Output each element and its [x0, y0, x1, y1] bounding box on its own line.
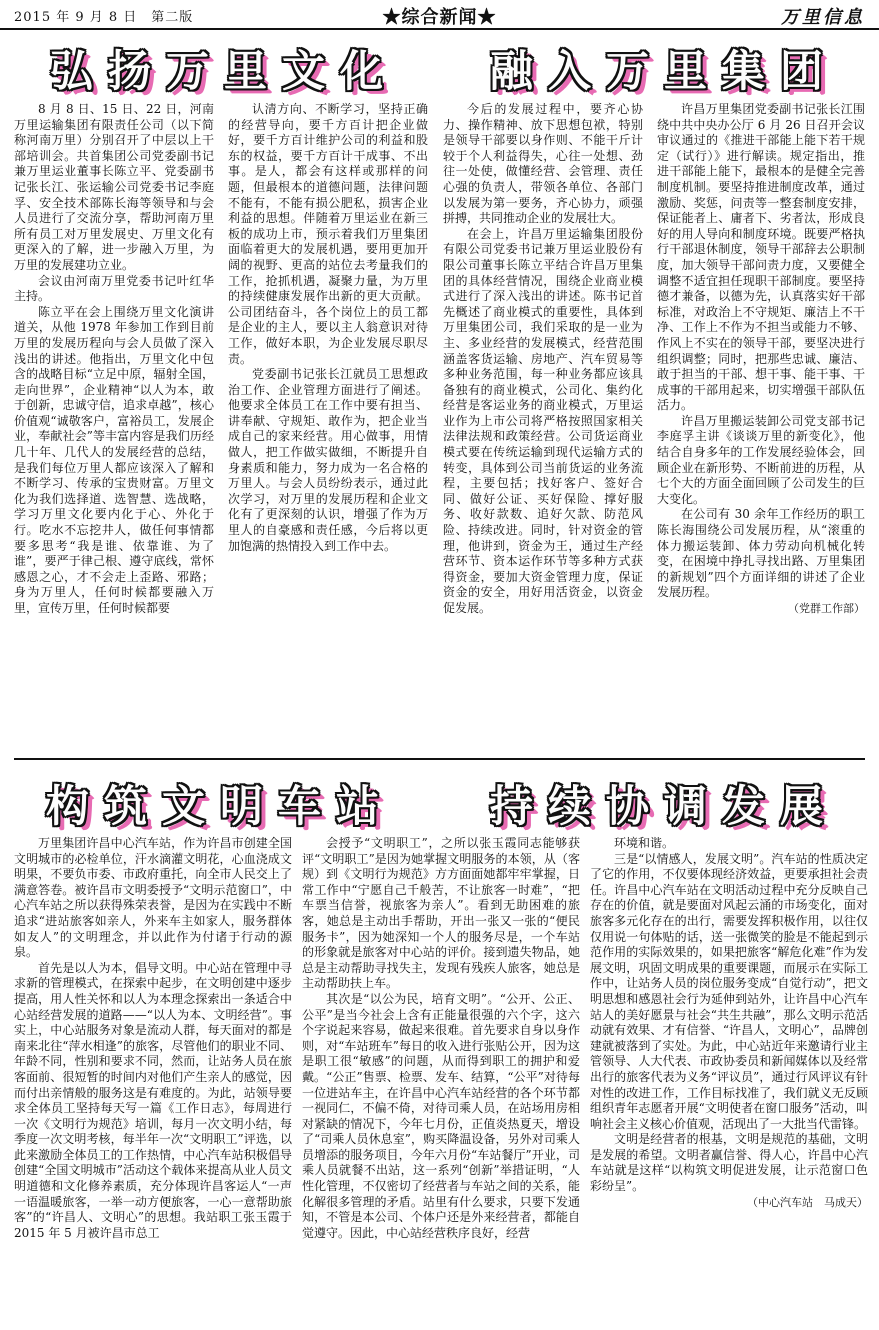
- top-article-column-1: [14, 102, 214, 752]
- bottom-article-column-3: [590, 836, 868, 1326]
- paragraph: 首先是以人为本，倡导文明。中心站在管理中寻求新的管理模式，在探索中起步，在文明创建中逐步提高，用人性关怀和以人为本理念探索出一条适合中心站经营发展的道路——“以人为本、文明经营”。事实上，中心站服务对象是流动人群，每天面对的都是南来北往“萍水相逢”的旅客，尽管他们的职业不同、年龄不同，性别和要求不同，然而，让站务人员在旅客面前、很短暂的时间内对他们产生亲人的感觉，因而付出亲情般的服务这是有难度的。为此，站领导要求全体员工坚持每天写一篇《工作日志》，每周进行一次《文明行为规范》培训，每月一次文明小结，每季度一次文明考核，每半年一次“文明职工”评选，以此来激励全体员工的工作热情，中心汽车站积极倡导创建“全国文明城市”活动这个载体来提高从业人员文明道德和文化修养素质，充分体现许昌客运人“一声一语温暖旅客，一举一动方便旅客，一心一意帮助旅客”的“许昌人、文明心”的思想。我站职工张玉霞于 2015 年 5 月被许昌市总工: [14, 960, 292, 1240]
- paragraph: 会议由河南万里党委书记叶红华主持。: [14, 273, 214, 304]
- paragraph: 文明是经营者的根基，文明是规范的基础，文明是发展的希望。文明者赢信誉、得人心，许昌中心汽车站就是这样“以构筑文明促进发展，让示范窗口色彩纷呈”。: [590, 1132, 868, 1194]
- paragraph: 党委副书记张长江就员工思想政治工作、企业管理方面进行了阐述。他要求全体员工在工作中要有担当、讲奉献、守规矩、敢作为，把企业当成自己的家来经营。用心做事，用情做人，把工作做实做细，不断提升自身素质和能力，努力成为一名合格的万里人。与会人员纷纷表示，通过此次学习，对万里的发展历程和企业文化有了更深刻的认识，增强了作为万里人的自豪感和责任感，今后将以更加饱满的热情投入到工作中去。: [228, 367, 428, 553]
- paragraph: 环境和谐。: [614, 836, 675, 850]
- masthead: [0, 0, 879, 30]
- top-headline-right: 融入万里集团: [490, 47, 838, 97]
- paragraph: 许昌万里集团党委副书记张长江围绕中共中央办公厅 6 月 26 日召开会议审议通过的《推进干部能上能下若干规定（试行）》进行解读。规定指出，推进干部能上能下，最根本的是健全完善制度机制。要坚持推进制度改革，通过激励、奖惩，问责等一整套制度安排，保证能者上、庸者下、劣者汰，形成良好的用人导向和制度环境。既要严格执行干部退休制度，领导干部辞去公职制度，加大领导干部问责力度，又要健全调整不适宜担任现职干部制度。要坚持德才兼备，以德为先，认真落实好干部标准，对政治上不守规矩、廉洁上不干净、工作上不作为不担当或能力不够、作风上不实在的领导干部，要坚决进行组织调整；同时，把那些忠诚、廉洁、敢于担当的干部、想干事、能干事、干成事的干部用起来，切实增强干部队伍活力。: [657, 102, 865, 413]
- bottom-article-column-1: [14, 836, 292, 1326]
- paragraph: 8 月 8 日、15 日、22 日，河南万里运输集团有限责任公司（以下简称河南万里）分别召开了中层以上干部培训会。共首集团公司党委副书记兼万里运业董事长陈立平、党委副书记张长江、张运输公司党委书记李庭孚、安全技术部陈长海等领导和与会人员进行了交流分享，帮助河南万里所有员工对万里发展史、万里文化有更深入的了解，进一步融入万里，为万里的发展建功立业。: [14, 102, 214, 272]
- issue-date-edition: 2015 年 9 月 8 日 第二版: [14, 10, 194, 25]
- paragraph: 陈立平在会上围绕万里文化演讲道关，从他 1978 年参加工作到目前万里的发展历程向与会人员做了深入浅出的讲述。他指出，万里文化中包含的战略目标“立足中原，辐射全国，走向世界”，企业精神“以人为本，敢于创新，忠诚守信，追求卓越”，核心价值观“诚敬客户，富裕员工，发展企业，奉献社会”等丰富内容是我们历经几十年、几代人的发展经营的总结，是我们每位万里人都应该深入了解和不断学习、传承的宝贵财富。万里文化为我们选择道、选智慧、选战略，学习万里文化要内化于心、外化于行。吃水不忘挖井人，做任何事情都要多思考“我是谁、依靠谁、为了谁”，要严于律己根、遵守底线，常怀感恩之心，才不会走上歪路、邪路；身为万里人，任何时候都要融入万里，宣传万里，任何时候都要: [14, 304, 214, 615]
- paragraph: 三是“以情感人，发展文明”。汽车站的性质决定了它的作用，不仅要体现经济效益，更要承担社会责任。许昌中心汽车站在文明活动过程中充分反映自己存在的价值，就是要面对风起云涌的市场变化，面对旅客多元化存在的出行，需要发挥积极作用，以往仅仅用说一句体贴的话，送一张微笑的脸是不能起到示范作用的实际效果的，如果把旅客“解危化难”作为发展文明，巩固文明成果的重要课题，而展示在实际工作中，让站务人员的岗位服务变成“自觉行动”，把文明思想和感恩社会行为延伸到站外，让许昌中心汽车站人的美好愿景与社会“共生共融”，那么文明示范活动就有效果、才有信誉、“许昌人，文明心”，品牌创建就被落到了实处。为此，中心站近年来邀请行业主管领导、人大代表、市政协委员和新闻媒体以及经常出行的旅客代表为义务“评议员”，通过行风评议有针对性的改进工作，工作目标找准了，我们就义无反顾组织青年志愿者开展“文明使者在窗口服务”活动，叫响社会主义核心价值观，活现出了一大批当代雷锋。: [590, 851, 868, 1131]
- newspaper-name: 万里信息: [781, 7, 865, 28]
- section-divider: [14, 758, 865, 760]
- paragraph: 其次是“以公为民，培育文明”。“公开、公正、公平”是当今社会上含有正能量很强的六个字，这六个字说起来容易，做起来很难。首先要求自身以身作则，对“车站班车”每日的收入进行张贴公开，因为这是职工很“敏感”的问题，从而得到职工的拥护和爱戴。“公正”售票、检票、发车、结算，“公平”对待每一位进站车主，在许昌中心汽车站经营的各个环节都一视同仁，不偏不倚，对待司乘人员，在站场用房相对紧缺的情况下，今年七月份，正值炎热夏天，增设了“司乘人员休息室”，购买降温设备，另外对司乘人员增添的服务项目，今年六月份“车站餐厅”开业，司乘人员就餐不出站，这一系列“创新”举措证明，“人性化管理，不仅密切了经营者与车站之间的关系，能化解很多管理的矛盾。站里有什么要求，只要下发通知，不管是本公司、个体户还是外来经营者，都能自觉遵守。因此，中心站经营秩序良好，经营: [302, 991, 580, 1240]
- top-article-column-3: [443, 102, 643, 752]
- top-article-column-2: [228, 102, 428, 752]
- paragraph: 万里集团许昌中心汽车站，作为许昌市创建全国文明城市的必检单位，汗水滴灌文明花，心血浇成文明果，不要负市委、市政府重托，向全市人民交上了满意答卷。被许昌市文明委授予“文明示范窗口”，中心汽车站之所以获得殊荣表誉，是因为在实践中不断追求“进站旅客如亲人，外来车主如家人，服务群体如友人”的文明理念，并以此作为付诸于行动的源泉。: [14, 836, 292, 960]
- bottom-headline-left: 构筑文明车站: [46, 782, 394, 832]
- bottom-article-column-2: [302, 836, 580, 1326]
- bottom-headline-right: 持续协调发展: [490, 782, 838, 832]
- paragraph: 会授予“文明职工”，之所以张玉霞同志能够获评“文明职工”是因为她掌握文明服务的本领，从（客规）到《文明行为规范》方方面面她都牢牢掌握，日常工作中“宁愿自己千般苦，不让旅客一时难”，“把车票当信誉，视旅客为亲人”。看到无助困难的旅客，她总是主动出手帮助，开出一张又一张的“便民服务卡”，因为她深知一个人的服务尽是，一个车站的形象就是旅客对中心站的评价。接到遗失物品，她总是主动帮助寻找失主，发现有残疾人旅客，她总是主动帮助扶上车。: [302, 836, 580, 991]
- paragraph: 认清方向、不断学习，坚持正确的经营导向，要千方百计把企业做好，要千方百计维护公司的利益和股东的权益，要千方百计干成事、不出事。是人，都会有这样或那样的问题，但最根本的道德问题，法律问题不能有，不能有损公肥私，损害企业利益的思想。伴随着万里运业在新三板的成功上市，预示着我们万里集团面临着更大的发展机遇，要用更加开阔的视野、更高的站位去考量我们的工作，抢抓机遇，凝聚力量，为万里的持续健康发展作出新的更大贡献。公司团结奋斗，各个岗位上的员工都是企业的主人，要以主人翁意识对待工作，做好本职，为企业发展尽职尽责。: [228, 102, 428, 366]
- paragraph: 在会上，许昌万里运输集团股份有限公司党委书记兼万里运业股份有限公司董事长陈立平结合许昌万里集团的具体经营情况，围绕企业商业模式进行了深入浅出的讲述。陈书记首先概述了商业模式的重要性，具体到万里集团公司，我们采取的是一业为主、多业经营的发展模式，经营范围涵盖客货运输、房地产、汽车贸易等多种业务范围，每一种业务都应该具备独有的商业模式，公司化、集约化经营是客运业务的商业模式，万里运业作为上市公司将严格按照国家相关法律法规和政策经营。公司货运商业模式要在传统运输到现代运输方式的转变，具体到公司当前货运的业务流程，主要包括；找好客户、签好合同、做好公证、买好保险、撑好服务、收好款数、追好欠款、防范风险、持续改进。同时，针对资金的管理，他讲到，资金为王，通过生产经营环节、资本运作环节等多种方式获得资金，要加大资金管理力度，保证资金的安全，用好用活资金，以资金促发展。: [443, 226, 643, 615]
- top-article-column-4: [657, 102, 865, 752]
- byline: （中心汽车站 马成天）: [747, 1195, 868, 1209]
- paragraph: 今后的发展过程中，要齐心协力、操作精神、放下思想包袱，特别是领导干部要以身作则、不能干斤计较于个人利益得失，心往一处想、劲往一处使，做懂经营、会管理、责任心强的负责人，带领各单位、各部门以发展为第一要务，齐心协力，顽强拼搏，共同推动企业的发展壮大。: [443, 102, 643, 226]
- byline: （党群工作部）: [788, 602, 865, 615]
- section-title: ★综合新闻★: [382, 7, 497, 28]
- top-headline-left: 弘扬万里文化: [50, 47, 398, 97]
- paragraph: 许昌万里搬运装卸公司党支部书记李庭孚主讲《谈谈万里的新变化》，他结合自身多年的工作发展经验体会，回顾企业在新形势、不断前进的历程，从七个大的方面全面回顾了公司发生的巨大变化。: [657, 413, 865, 506]
- paragraph: 在公司有 30 余年工作经历的职工陈长海围绕公司发展历程，从“滚重的体力搬运装卸、体力劳动向机械化转变，在困境中挣扎寻找出路、万里集团的新规划”四个方面详细的讲述了企业发展历程。: [657, 507, 865, 600]
